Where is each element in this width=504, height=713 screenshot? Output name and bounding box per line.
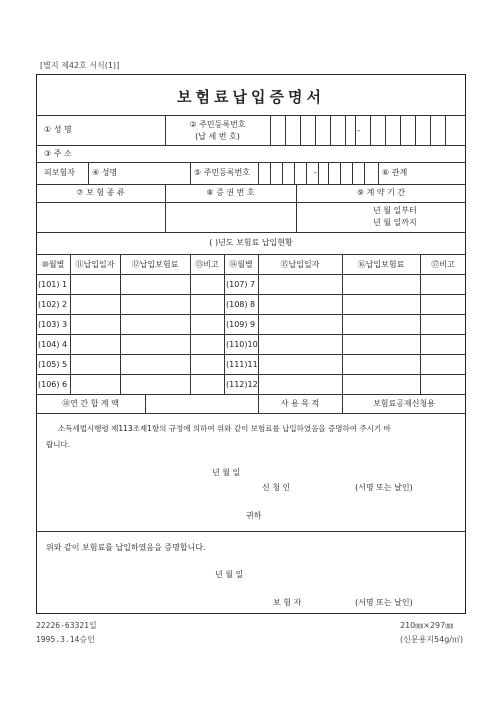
rule [400, 115, 401, 145]
rule [345, 115, 346, 145]
header-month: ⑭월별 [229, 260, 253, 269]
rule [270, 162, 271, 184]
rule [364, 162, 365, 184]
rule [328, 162, 329, 184]
rule [378, 162, 379, 184]
month-cell: (101) 1 [38, 280, 68, 289]
rule [36, 115, 466, 116]
rule [190, 162, 191, 184]
certify-date: 년 월 일 [215, 570, 244, 579]
form-number: [별지 제42호 서식(1)] [40, 61, 120, 70]
month-cell: (107) 7 [226, 280, 256, 289]
header-remarks: ⑰비고 [431, 260, 455, 269]
rule [430, 115, 431, 145]
name-label: ① 성 명 [44, 125, 72, 134]
rule [330, 115, 331, 145]
document-code: 22226-63321일 [36, 621, 97, 630]
rule [370, 115, 371, 145]
header-pay-date: ⑮납입일자 [280, 260, 320, 269]
insurer-sign-note: (서명 또는 날인) [355, 598, 413, 607]
insured-rrn-label: ⑤ 주민등록번호 [194, 168, 251, 177]
applicant-sign-note: (서명 또는 날인) [355, 483, 413, 492]
rule [340, 162, 341, 184]
rule [415, 115, 416, 145]
insured-name-label: ④ 성명 [92, 168, 118, 177]
paper-spec: (신문용지54g/㎡) [400, 635, 464, 644]
address-label: ③ 주 소 [44, 149, 72, 158]
relation-label: ⑥ 관계 [382, 168, 408, 177]
applicant-signature-label: 신 청 인 [262, 483, 291, 492]
insurance-type-label: ⑦ 보 험 종 류 [76, 188, 125, 197]
rule [36, 202, 466, 203]
rule [306, 162, 307, 184]
request-date: 년 월 일 [212, 468, 241, 477]
addressee-label: 귀하 [246, 511, 262, 520]
rule [36, 162, 466, 163]
period-from: 년 월 일부터 [373, 206, 417, 215]
rule [385, 115, 386, 145]
insured-label: 피보험자 [44, 168, 75, 177]
rule [355, 115, 356, 145]
annual-total-label: ⑱연 간 합 계 액 [62, 399, 119, 408]
month-cell: (108) 8 [226, 300, 256, 309]
rule [352, 162, 353, 184]
rule [258, 254, 259, 394]
insurer-label: 보 험 자 [273, 598, 302, 607]
rule [342, 254, 343, 394]
rule [36, 314, 466, 315]
rule [318, 162, 319, 184]
contract-period-label: ⑨ 계 약 기 간 [356, 188, 406, 197]
request-text-cont: 랍니다. [46, 440, 71, 449]
rule [224, 254, 225, 394]
purpose-value: 보험료공제신청용 [373, 399, 435, 408]
header-premium: ⑯납입보험료 [357, 260, 405, 269]
rule [36, 294, 466, 295]
header-month: ⑩월별 [41, 260, 65, 269]
tax-number-label: (납 세 번 호) [195, 132, 240, 141]
month-cell: (106) 6 [38, 380, 68, 389]
header-pay-date: ⑪납입일자 [75, 260, 115, 269]
insured-rrn-separator: - [314, 168, 317, 177]
rule [36, 394, 466, 395]
rule [120, 254, 121, 394]
rule [420, 254, 421, 394]
rule [36, 334, 466, 335]
month-cell: (103) 3 [38, 320, 68, 329]
rule [36, 374, 466, 375]
rule [36, 274, 466, 275]
rule [145, 394, 146, 413]
rule [36, 354, 466, 355]
policy-number-label: ⑧ 증 권 번 호 [206, 188, 255, 197]
paper-size: 210㎜×297㎜ [400, 621, 454, 630]
rule [36, 145, 466, 146]
rrn-label: ② 주민등록번호 [189, 120, 246, 129]
rule [88, 162, 89, 184]
rule [294, 162, 295, 184]
rrn-separator: - [357, 126, 360, 135]
month-cell: (111)11 [226, 360, 258, 369]
request-text: 소득세법시행령 제113조제1항의 규정에 의하여 위와 같이 보험료를 납입하였음을 증명하여 주시기 바 [58, 424, 391, 433]
rule [36, 413, 466, 414]
header-premium: ⑫납입보험료 [131, 260, 179, 269]
header-remarks: ⑬비고 [195, 260, 219, 269]
period-to: 년 월 일까지 [373, 218, 417, 227]
rule [285, 115, 286, 145]
rule [282, 162, 283, 184]
rule [36, 232, 466, 233]
rule [36, 531, 466, 532]
rule [36, 184, 466, 185]
rule [315, 115, 316, 145]
month-cell: (102) 2 [38, 300, 68, 309]
document-title: 보험료납입증명서 [177, 88, 325, 106]
rule [258, 162, 259, 184]
approval-date: 1995.3.14승인 [36, 635, 95, 644]
certify-text: 위와 같이 보험료를 납입하였음을 증명합니다. [46, 543, 206, 552]
purpose-label: 사 용 목 적 [280, 399, 320, 408]
rule [270, 115, 271, 145]
month-cell: (112)12 [226, 380, 258, 389]
rule [190, 254, 191, 394]
month-cell: (109) 9 [226, 320, 256, 329]
rule [445, 115, 446, 145]
rule [70, 254, 71, 394]
payment-status-title: ( )년도 보험료 납입현황 [209, 238, 293, 247]
rule [36, 254, 466, 255]
month-cell: (110)10 [226, 340, 258, 349]
month-cell: (105) 5 [38, 360, 68, 369]
rule [300, 115, 301, 145]
month-cell: (104) 4 [38, 340, 68, 349]
